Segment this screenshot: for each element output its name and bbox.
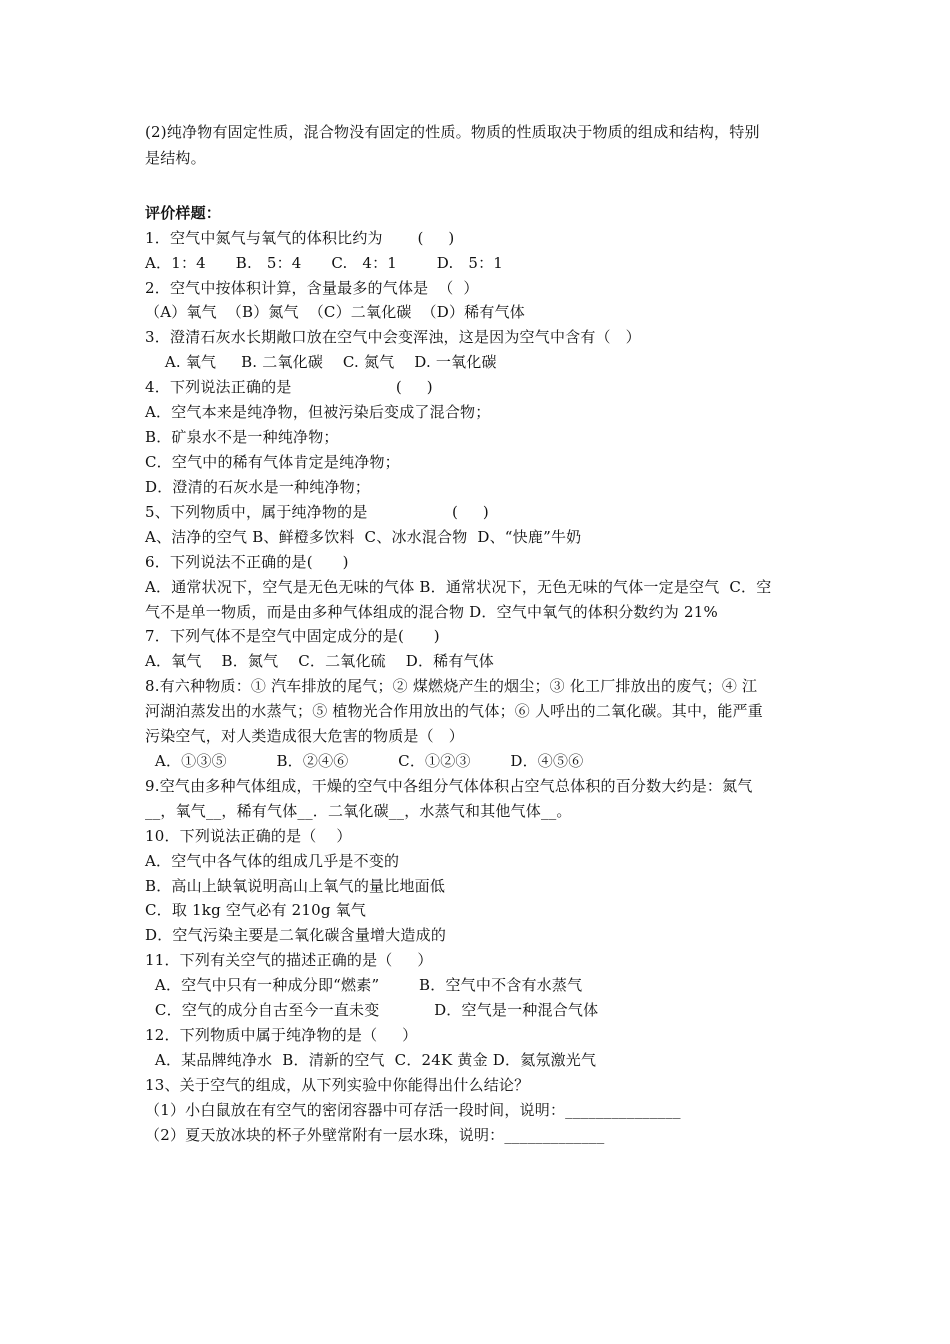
question-4-option-d: D．澄清的石灰水是一种纯净物； bbox=[145, 478, 371, 496]
question-11-options-line-1: A．空气中只有一种成分即“燃素” B．空气中不含有水蒸气 bbox=[145, 976, 583, 994]
question-5-options: A、洁净的空气 B、鲜橙多饮料 C、冰水混合物 D、“快鹿”牛奶 bbox=[145, 528, 582, 546]
question-8-options: A．①③⑤ B．②④⑥ C．①②③ D．④⑤⑥ bbox=[145, 752, 584, 770]
question-12: 12．下列物质中属于纯净物的是（ ） bbox=[145, 1026, 418, 1044]
question-10-option-a: A．空气中各气体的组成几乎是不变的 bbox=[145, 852, 400, 870]
question-8-line-1: 8.有六种物质：① 汽车排放的尾气；② 煤燃烧产生的烟尘；③ 化工厂排放出的废气；④ 江 bbox=[145, 677, 758, 695]
question-4-option-c: C．空气中的稀有气体肯定是纯净物； bbox=[145, 453, 400, 471]
question-10: 10．下列说法正确的是（ ） bbox=[145, 827, 352, 845]
question-11: 11．下列有关空气的描述正确的是（ ） bbox=[145, 951, 433, 969]
question-6-options-line-2: 气不是单一物质，而是由多种气体组成的混合物 D．空气中氧气的体积分数约为 21% bbox=[145, 603, 718, 621]
question-10-option-d: D．空气污染主要是二氧化碳含量增大造成的 bbox=[145, 926, 447, 944]
question-11-options-line-2: C．空气的成分自古至今一直未变 D．空气是一种混合气体 bbox=[145, 1001, 599, 1019]
question-7-options: A．氧气 B．氮气 C．二氧化硫 D．稀有气体 bbox=[145, 652, 494, 670]
question-8-line-2: 河湖泊蒸发出的水蒸气；⑤ 植物光合作用放出的气体；⑥ 人呼出的二氧化碳。其中，能严重 bbox=[145, 702, 763, 720]
question-8-line-3: 污染空气，对人类造成很大危害的物质是（ ） bbox=[145, 727, 464, 745]
question-10-option-b: B．高山上缺氧说明高山上氧气的量比地面低 bbox=[145, 877, 446, 895]
question-5: 5、下列物质中，属于纯净物的是 ( ) bbox=[145, 503, 489, 521]
question-4-option-a: A．空气本来是纯净物，但被污染后变成了混合物； bbox=[145, 403, 491, 421]
section-title: 评价样题： bbox=[145, 204, 222, 222]
question-9-line-1: 9.空气由多种气体组成，干燥的空气中各组分气体体积占空气总体积的百分数大约是：氮气 bbox=[145, 777, 753, 795]
question-2-options: （A）氧气 （B）氮气 （C）二氧化碳 （D）稀有气体 bbox=[145, 303, 525, 321]
question-6-options-line-1: A．通常状况下，空气是无色无味的气体 B．通常状况下，无色无味的气体一定是空气 C．空 bbox=[145, 578, 772, 596]
question-10-option-c: C．取 1kg 空气必有 210g 氧气 bbox=[145, 901, 367, 919]
intro-line-1: (2)纯净物有固定性质，混合物没有固定的性质。物质的性质取决于物质的组成和结构，特别 bbox=[145, 123, 760, 141]
question-9-line-2: __，氧气__，稀有气体__．二氧化碳__，水蒸气和其他气体__。 bbox=[145, 802, 572, 820]
question-12-options: A．某品牌纯净水 B．清新的空气 C．24K 黄金 D．氦氖激光气 bbox=[145, 1051, 597, 1069]
question-1: 1．空气中氮气与氧气的体积比约为 ( ) bbox=[145, 229, 455, 247]
question-13: 13、关于空气的组成，从下列实验中你能得出什么结论？ bbox=[145, 1076, 530, 1094]
question-3-options: A. 氧气 B. 二氧化碳 C. 氮气 D. 一氧化碳 bbox=[145, 353, 497, 371]
question-3: 3．澄清石灰水长期敞口放在空气中会变浑浊，这是因为空气中含有（ ） bbox=[145, 328, 641, 346]
intro-line-2: 是结构。 bbox=[145, 149, 206, 167]
question-2: 2．空气中按体积计算，含量最多的气体是 （ ） bbox=[145, 279, 479, 297]
question-4: 4．下列说法正确的是 ( ) bbox=[145, 378, 433, 396]
question-1-options: A．1：4 B. 5：4 C. 4：1 D. 5：1 bbox=[145, 254, 504, 272]
question-13-part-1: （1）小白鼠放在有空气的密闭容器中可存活一段时间，说明：_______________ bbox=[145, 1101, 681, 1119]
question-6: 6．下列说法不正确的是( ) bbox=[145, 553, 349, 571]
question-4-option-b: B．矿泉水不是一种纯净物； bbox=[145, 428, 339, 446]
question-7: 7．下列气体不是空气中固定成分的是( ) bbox=[145, 627, 440, 645]
question-13-part-2: （2）夏天放冰块的杯子外壁常附有一层水珠，说明：_____________ bbox=[145, 1126, 605, 1144]
